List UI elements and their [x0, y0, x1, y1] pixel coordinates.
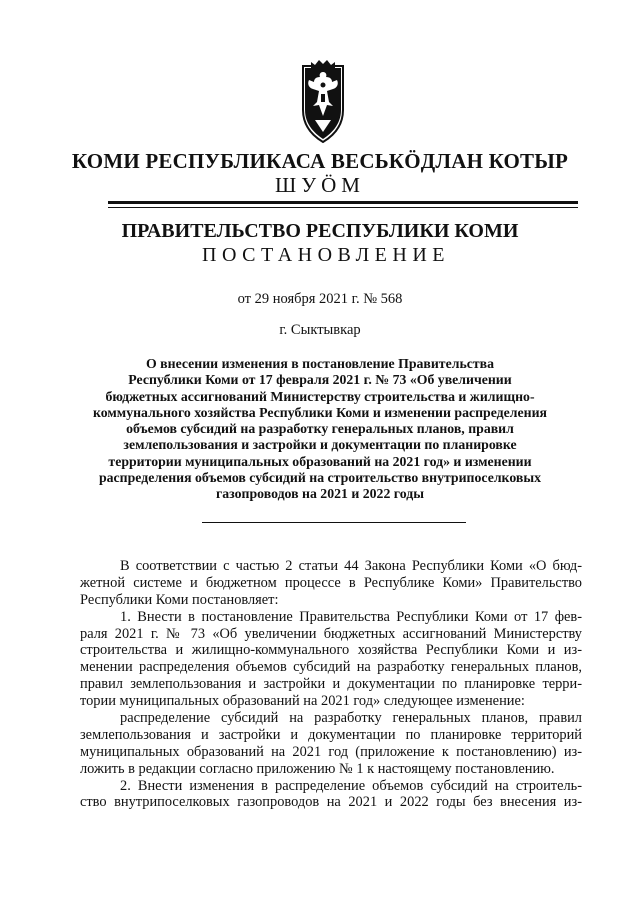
title-line: Республики Коми от 17 февраля 2021 г. № 73 «Об увеличении — [128, 372, 512, 388]
header-rule-thick — [108, 201, 578, 204]
title-line: объемов субсидий на разработку генеральных планов, правил — [126, 421, 514, 437]
title-line: газопроводов на 2021 и 2022 годы — [216, 486, 424, 502]
title-line: распределения объемов субсидий на строительство внутрипоселковых — [98, 470, 542, 486]
header-rule-thin — [108, 207, 578, 208]
body-line: 1. Внести в постановление Правительства Республики Коми от 17 фев- — [120, 608, 582, 625]
title-line: землепользования и застройки и документации по планировке — [123, 437, 517, 453]
komi-header-line1: КОМИ РЕСПУБЛИКАСА ВЕСЬКӦДЛАН КОТЫР — [71, 149, 569, 173]
document-city: г. Сыктывкар — [279, 322, 361, 338]
title-line: территории муниципальных образований на 2021 год» и изменении — [108, 453, 532, 469]
body-line: В соответствии с частью 2 статьи 44 Закона Республики Коми «О бюд- — [120, 558, 582, 574]
body-line: раля 2021 г. № 73 «Об увеличении бюджетных ассигнований Министерству — [80, 625, 582, 642]
body-line: муниципальных образований на 2021 год (приложение к постановлению) из- — [80, 743, 582, 760]
body-line: 2. Внести изменения в распределение объемов субсидий на строитель- — [120, 777, 582, 794]
body-line: жетной системе и бюджетном процессе в Республике Коми» Правительство — [80, 574, 582, 591]
body-line: тории муниципальных образований на 2021 год» следующее изменение: — [80, 693, 525, 710]
komi-coat-of-arms-icon — [297, 58, 349, 144]
komi-header-line2: ШУӦМ — [275, 173, 365, 197]
resolution-body — [80, 558, 582, 811]
body-line: строительства и жилищно-коммунального хозяйства Республики Коми и из- — [80, 642, 582, 659]
body-line: менении распределения объемов субсидий на разработку генеральных планов, — [80, 659, 582, 676]
body-line: землепользования и застройки и документации по планировке территорий — [80, 726, 582, 743]
body-line: Республики Коми постановляет: — [80, 591, 279, 608]
body-line: распределение субсидий на разработку генеральных планов, правил — [120, 710, 582, 727]
title-line: коммунального хозяйства Республики Коми и изменении распределения — [93, 404, 547, 420]
title-line: бюджетных ассигнований Министерству строительства и жилищно- — [105, 388, 535, 404]
body-line: правил землепользования и застройки и документации по планировке терри- — [80, 676, 582, 693]
title-line: О внесении изменения в постановление Правительства — [145, 356, 494, 371]
resolution-title — [80, 356, 560, 503]
title-separator — [202, 522, 466, 523]
body-line: ство внутрипоселковых газопроводов на 2021 и 2022 годы без внесения из- — [80, 794, 582, 811]
document-date-number: от 29 ноября 2021 г. № 568 — [237, 291, 403, 307]
government-title: ПРАВИТЕЛЬСТВО РЕСПУБЛИКИ КОМИ — [121, 220, 519, 242]
body-line: ложить в редакции согласно приложению № 1 к настоящему постановлению. — [80, 760, 555, 777]
document-type: ПОСТАНОВЛЕНИЕ — [202, 244, 450, 266]
